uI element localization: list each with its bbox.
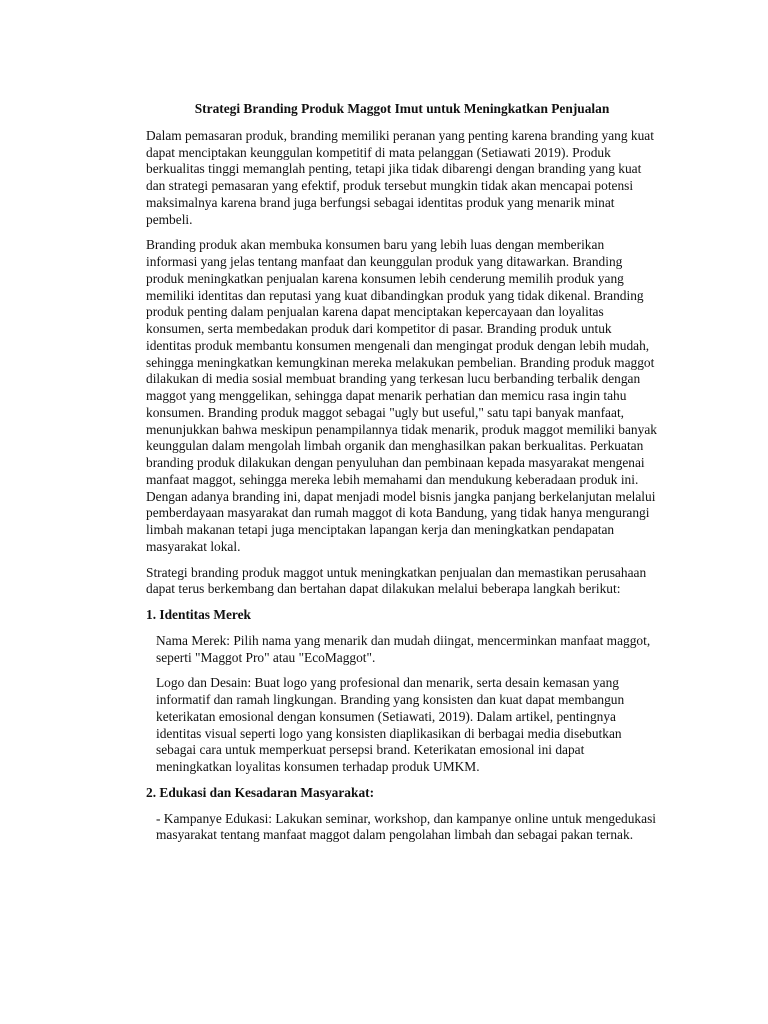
document-body bbox=[146, 101, 658, 853]
list-item-nama-merek: Nama Merek: Pilih nama yang menarik dan mudah diingat, mencerminkan manfaat maggot, seperti "Maggot Pro" atau "EcoMaggot". bbox=[156, 632, 651, 665]
list-item-kampanye-edukasi: - Kampanye Edukasi: Lakukan seminar, workshop, dan kampanye online untuk mengedukasi masyarakat tentang manfaat maggot dalam pengolahan limbah dan sebagai pakan ternak. bbox=[156, 810, 656, 843]
paragraph-strategy: Strategi branding produk maggot untuk meningkatkan penjualan dan memastikan perusahaan dapat terus berkembang dan bertahan dapat dilakukan melalui beberapa langkah berikut: bbox=[146, 564, 647, 597]
section-heading-identitas-merek: 1. Identitas Merek bbox=[146, 607, 252, 622]
document-title: Strategi Branding Produk Maggot Imut untuk Meningkatkan Penjualan bbox=[194, 101, 610, 116]
list-item-logo-desain: Logo dan Desain: Buat logo yang profesional dan menarik, serta desain kemasan yang informatif dan ramah lingkungan. Branding yang konsisten dan kuat dapat membangun keterikatan emosional dengan konsumen (Setiawati, 2019). Dalam artikel, pentingnya identitas visual seperti logo yang konsisten diaplikasikan di berbagai media disebutkan sebagai cara untuk memperkuat persepsi brand. Keterikatan emosional ini dapat meningkatkan loyalitas konsumen terhadap produk UMKM. bbox=[156, 675, 625, 774]
paragraph-branding: Branding produk akan membuka konsumen baru yang lebih luas dengan memberikan informasi yang jelas tentang manfaat dan keunggulan produk yang ditawarkan. Branding produk meningkatkan penjualan karena konsumen lebih cenderung memilih produk yang memiliki identitas dan reputasi yang kuat dibandingkan produk yang tidak dikenal. Branding produk penting dalam penjualan karena dapat menciptakan kepercayaan dan loyalitas konsumen, serta membedakan produk dari kompetitor di pasar. Branding produk untuk identitas produk membantu konsumen mengenali dan mengingat produk dengan lebih mudah, sehingga meningkatkan kemungkinan mereka melakukan pembelian. Branding produk maggot dilakukan di media sosial membuat branding yang terkesan lucu berbanding terbalik dengan maggot yang menggelikan, sehingga dapat menarik perhatian dan memicu rasa ingin tahu konsumen. Branding produk maggot sebagai "ugly but useful," satu tapi banyak manfaat, menunjukkan bahwa meskipun penampilannya tidak menarik, produk maggot memiliki banyak keunggulan dalam mengolah limbah organik dan menghasilkan pakan berkualitas. Perkuatan branding produk dilakukan dengan penyuluhan dan pembinaan kepada masyarakat mengenai manfaat maggot, sehingga mereka lebih memahami dan mendukung keberadaan produk ini. Dengan adanya branding ini, dapat menjadi model bisnis jangka panjang berkelanjutan melalui pemberdayaan masyarakat dan rumah maggot di kota Bandung, yang tidak hanya mengurangi limbah makanan tetapi juga menciptakan lapangan kerja dan meningkatkan pendapatan masyarakat lokal. bbox=[146, 237, 657, 554]
paragraph-intro: Dalam pemasaran produk, branding memiliki peranan yang penting karena branding yang kuat dapat menciptakan keunggulan kompetitif di mata pelanggan (Setiawati 2019). Produk berkualitas tinggi memanglah penting, tetapi jika tidak dibarengi dengan branding yang kuat dan strategi pemasaran yang efektif, produk tersebut mungkin tidak akan mencapai potensi maksimalnya karena brand juga berfungsi sebagai identitas produk yang menarik minat pembeli. bbox=[146, 127, 654, 227]
section-heading-edukasi: 2. Edukasi dan Kesadaran Masyarakat: bbox=[146, 784, 375, 800]
